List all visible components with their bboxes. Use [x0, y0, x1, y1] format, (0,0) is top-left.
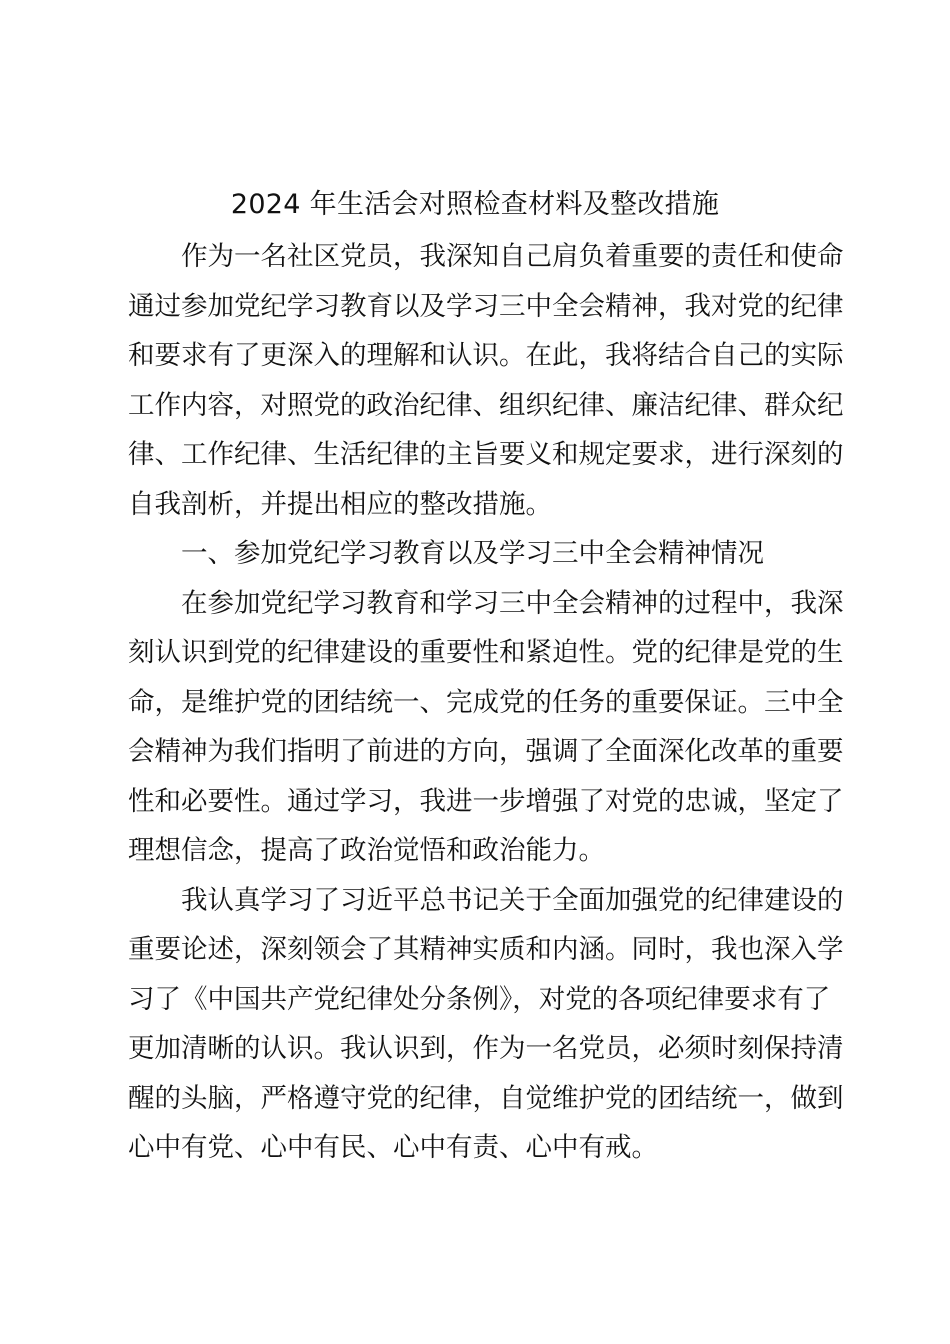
text-line: 我认真学习了习近平总书记关于全面加强党的纪律建设的 — [181, 884, 844, 916]
text-line: 在参加党纪学习教育和学习三中全会精神的过程中，我深 — [181, 587, 844, 619]
text-line: 心中有党、心中有民、心中有责、心中有戒。 — [128, 1132, 658, 1163]
section-heading — [128, 529, 840, 579]
document-title: 2024 年生活会对照检查材料及整改措施 — [230, 189, 720, 220]
document-body — [128, 232, 844, 1173]
text-line: 习了《中国共产党纪律处分条例》，对党的各项纪律要求有了 — [128, 983, 831, 1015]
paragraph-discipline-regulations — [128, 876, 844, 1173]
text-line: 命，是维护党的团结统一、完成党的任务的重要保证。三中全 — [128, 686, 844, 718]
text-line: 自我剖析，并提出相应的整改措施。 — [128, 488, 552, 520]
text-line: 刻认识到党的纪律建设的重要性和紧迫性。党的纪律是党的生 — [128, 637, 844, 668]
paragraph-study-experience — [128, 579, 844, 876]
text-line: 律、工作纪律、生活纪律的主旨要义和规定要求，进行深刻的 — [128, 439, 844, 470]
text-line: 和要求有了更深入的理解和认识。在此，我将结合自己的实际 — [128, 340, 844, 371]
text-line: 重要论述，深刻领会了其精神实质和内涵。同时，我也深入学 — [128, 934, 844, 965]
heading-line: 一、参加党纪学习教育以及学习三中全会精神情况 — [181, 538, 764, 569]
text-line: 作为一名社区党员，我深知自己肩负着重要的责任和使命 — [181, 241, 844, 272]
paragraph-intro — [128, 232, 844, 529]
text-line: 理想信念，提高了政治觉悟和政治能力。 — [128, 835, 605, 866]
text-line: 醒的头脑，严格遵守党的纪律，自觉维护党的团结统一，做到 — [128, 1082, 844, 1114]
text-line: 更加清晰的认识。我认识到，作为一名党员，必须时刻保持清 — [128, 1033, 844, 1064]
text-line: 性和必要性。通过学习，我进一步增强了对党的忠诚，坚定了 — [128, 785, 844, 817]
text-line: 通过参加党纪学习教育以及学习三中全会精神，我对党的纪律 — [128, 290, 844, 322]
text-line: 会精神为我们指明了前进的方向，强调了全面深化改革的重要 — [128, 736, 844, 767]
text-line: 工作内容，对照党的政治纪律、组织纪律、廉洁纪律、群众纪 — [128, 389, 844, 421]
